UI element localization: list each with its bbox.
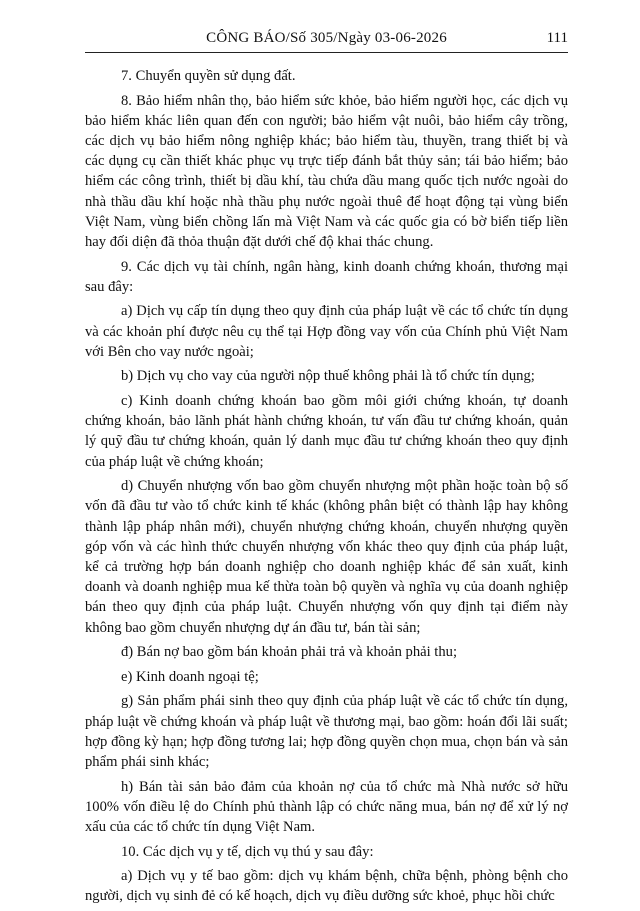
gazette-title: CÔNG BÁO/Số 305/Ngày 03-06-2026 [206,30,447,46]
paragraph: c) Kinh doanh chứng khoán bao gồm môi giới chứng khoán, tự doanh chứng khoán, bảo lãnh phát hành chứng khoán, tư vấn đầu tư chứng khoán, quản lý quỹ đầu tư chứng khoán, quản lý danh mục đầu tư chứng khoán theo quy định của pháp luật về chứng khoán; [85,393,568,470]
paragraph: 7. Chuyển quyền sử dụng đất. [121,68,296,84]
paragraph: 9. Các dịch vụ tài chính, ngân hàng, kinh doanh chứng khoán, thương mại sau đây: [85,258,568,295]
paragraph: a) Dịch vụ cấp tín dụng theo quy định của pháp luật về các tổ chức tín dụng và các khoản phí được nêu cụ thể tại Hợp đồng vay vốn của Chính phủ Việt Nam với Bên cho vay nước ngoài; [85,303,568,360]
page-header [85,26,568,50]
paragraph: e) Kinh doanh ngoại tệ; [121,668,259,685]
paragraph: 10. Các dịch vụ y tế, dịch vụ thú y sau đây: [121,843,374,860]
paragraph: d) Chuyển nhượng vốn bao gồm chuyển nhượng một phần hoặc toàn bộ số vốn đã đầu tư vào tổ chức kinh tế khác (không phân biệt có thành lập hay không thành lập pháp nhân mới), chuyển nhượng chứng khoán, chuyển nhượng quyền góp vốn và các hình thức chuyển nhượng vốn khác theo quy định của pháp luật, kể cả trường hợp bán doanh nghiệp cho doanh nghiệp khác để sản xuất, kinh doanh và doanh nghiệp mua kế thừa toàn bộ quyền và nghĩa vụ của doanh nghiệp bán theo quy định của pháp luật. Chuyển nhượng vốn quy định tại điểm này không bao gồm chuyển nhượng dự án đầu tư, bán tài sản; [85,478,568,636]
document-body [85,66,568,911]
page-number: 111 [546,30,568,46]
paragraph: a) Dịch vụ y tế bao gồm: dịch vụ khám bệnh, chữa bệnh, phòng bệnh cho người, dịch vụ sinh đẻ có kế hoạch, dịch vụ điều dưỡng sức khoẻ, phục hồi chức [85,868,568,905]
paragraph: g) Sản phẩm phái sinh theo quy định của pháp luật về các tổ chức tín dụng, pháp luật về chứng khoán và pháp luật về thương mại, bao gồm: hoán đổi lãi suất; hợp đồng kỳ hạn; hợp đồng tương lai; hợp đồng quyền chọn mua, chọn bán và sản phẩm phái sinh khác; [85,693,568,771]
paragraph: b) Dịch vụ cho vay của người nộp thuế không phải là tổ chức tín dụng; [121,368,535,385]
header-rule [85,52,568,53]
paragraph: h) Bán tài sản bảo đảm của khoản nợ của tổ chức mà Nhà nước sở hữu 100% vốn điều lệ do Chính phủ thành lập có chức năng mua, bán nợ để xử lý nợ xấu của các tổ chức tín dụng Việt Nam. [85,778,568,836]
paragraph: đ) Bán nợ bao gồm bán khoản phải trả và khoản phải thu; [121,644,457,661]
paragraph: 8. Bảo hiểm nhân thọ, bảo hiểm sức khỏe, bảo hiểm người học, các dịch vụ bảo hiểm khác liên quan đến con người; bảo hiểm vật nuôi, bảo hiểm cây trồng, các dịch vụ bảo hiểm nông nghiệp khác; bảo hiểm tàu, thuyền, trang thiết bị và các dụng cụ cần thiết khác phục vụ trực tiếp đánh bắt thủy sản; tái bảo hiểm; bảo hiểm các công trình, thiết bị dầu khí, tàu chứa dầu mang quốc tịch nước ngoài do nhà thầu dầu khí hoặc nhà thầu phụ nước ngoài thuê để hoạt động tại vùng biển Việt Nam, vùng biển chồng lấn mà Việt Nam và các quốc gia có bờ biển tiếp liền hay đối diện đã thỏa thuận đặt dưới chế độ khai thác chung. [85,92,568,251]
